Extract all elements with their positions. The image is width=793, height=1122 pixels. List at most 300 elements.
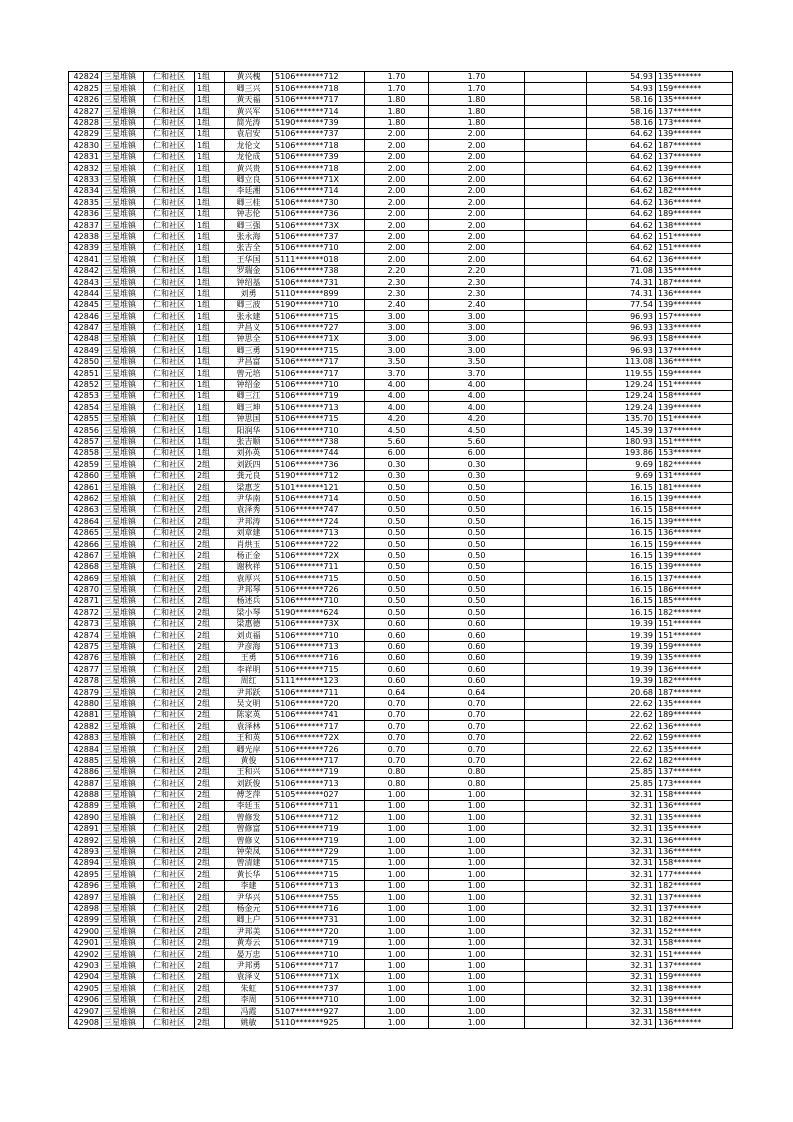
table-row (69, 128, 733, 139)
town-cell: 三星堆镇 (102, 550, 144, 561)
amount-cell: 32.31 (587, 960, 656, 971)
seq-cell: 42831 (69, 151, 102, 162)
table-row (69, 983, 733, 994)
community-cell: 仁和社区 (144, 516, 195, 527)
community-cell: 仁和社区 (144, 311, 195, 322)
id-cell: 5106*******744 (273, 447, 365, 458)
amount-cell: 64.62 (587, 197, 656, 208)
blank-cell (525, 630, 587, 641)
name-cell: 卿三兴 (225, 83, 273, 94)
community-cell: 仁和社区 (144, 482, 195, 493)
table-row (69, 789, 733, 800)
town-cell: 三星堆镇 (102, 971, 144, 982)
id-cell: 5106*******713 (273, 402, 365, 413)
seq-cell: 42897 (69, 892, 102, 903)
table-row (69, 618, 733, 629)
name-cell: 黄天福 (225, 94, 273, 105)
group-cell: 2组 (195, 914, 225, 925)
table-row (69, 914, 733, 925)
community-cell: 仁和社区 (144, 755, 195, 766)
blank-cell (525, 937, 587, 948)
area-a-cell: 0.50 (365, 561, 429, 572)
phone-cell: 136******* (656, 527, 733, 538)
community-cell: 仁和社区 (144, 185, 195, 196)
blank-cell (525, 539, 587, 550)
town-cell: 三星堆镇 (102, 117, 144, 128)
community-cell: 仁和社区 (144, 561, 195, 572)
amount-cell: 32.31 (587, 846, 656, 857)
blank-cell (525, 846, 587, 857)
area-b-cell: 1.00 (429, 892, 525, 903)
town-cell: 三星堆镇 (102, 288, 144, 299)
town-cell: 三星堆镇 (102, 390, 144, 401)
name-cell: 尹华南 (225, 493, 273, 504)
id-cell: 5106*******719 (273, 835, 365, 846)
town-cell: 三星堆镇 (102, 573, 144, 584)
community-cell: 仁和社区 (144, 436, 195, 447)
area-b-cell: 2.00 (429, 208, 525, 219)
blank-cell (525, 880, 587, 891)
area-a-cell: 1.00 (365, 914, 429, 925)
area-b-cell: 1.00 (429, 846, 525, 857)
amount-cell: 129.24 (587, 390, 656, 401)
table-row (69, 151, 733, 162)
area-a-cell: 4.20 (365, 413, 429, 424)
blank-cell (525, 595, 587, 606)
name-cell: 张永海 (225, 231, 273, 242)
id-cell: 5106*******71X (273, 174, 365, 185)
town-cell: 三星堆镇 (102, 425, 144, 436)
name-cell: 曾修义 (225, 835, 273, 846)
area-b-cell: 1.00 (429, 869, 525, 880)
town-cell: 三星堆镇 (102, 949, 144, 960)
area-b-cell: 2.20 (429, 265, 525, 276)
area-a-cell: 1.00 (365, 926, 429, 937)
amount-cell: 64.62 (587, 254, 656, 265)
blank-cell (525, 607, 587, 618)
town-cell: 三星堆镇 (102, 698, 144, 709)
table-row (69, 220, 733, 231)
phone-cell: 135******* (656, 72, 733, 83)
amount-cell: 22.62 (587, 698, 656, 709)
seq-cell: 42832 (69, 163, 102, 174)
community-cell: 仁和社区 (144, 345, 195, 356)
seq-cell: 42826 (69, 94, 102, 105)
name-cell: 卿三坤 (225, 402, 273, 413)
seq-cell: 42896 (69, 880, 102, 891)
name-cell: 袁启安 (225, 128, 273, 139)
area-a-cell: 0.50 (365, 482, 429, 493)
area-b-cell: 2.00 (429, 140, 525, 151)
phone-cell: 136******* (656, 356, 733, 367)
seq-cell: 42828 (69, 117, 102, 128)
community-cell: 仁和社区 (144, 413, 195, 424)
amount-cell: 64.62 (587, 174, 656, 185)
amount-cell: 71.08 (587, 265, 656, 276)
name-cell: 吴文明 (225, 698, 273, 709)
area-a-cell: 1.00 (365, 1017, 429, 1028)
town-cell: 三星堆镇 (102, 151, 144, 162)
id-cell: 5106*******713 (273, 778, 365, 789)
seq-cell: 42843 (69, 277, 102, 288)
group-cell: 1组 (195, 402, 225, 413)
blank-cell (525, 584, 587, 595)
id-cell: 5106*******726 (273, 744, 365, 755)
area-a-cell: 2.00 (365, 174, 429, 185)
blank-cell (525, 368, 587, 379)
name-cell: 李周 (225, 994, 273, 1005)
phone-cell: 189******* (656, 208, 733, 219)
amount-cell: 9.69 (587, 459, 656, 470)
town-cell: 三星堆镇 (102, 72, 144, 83)
seq-cell: 42851 (69, 368, 102, 379)
community-cell: 仁和社区 (144, 470, 195, 481)
id-cell: 5190*******624 (273, 607, 365, 618)
area-b-cell: 0.64 (429, 687, 525, 698)
blank-cell (525, 732, 587, 743)
name-cell: 黄兴军 (225, 106, 273, 117)
community-cell: 仁和社区 (144, 1006, 195, 1017)
area-b-cell: 1.00 (429, 880, 525, 891)
community-cell: 仁和社区 (144, 687, 195, 698)
area-a-cell: 1.00 (365, 983, 429, 994)
area-b-cell: 1.00 (429, 960, 525, 971)
group-cell: 1组 (195, 356, 225, 367)
community-cell: 仁和社区 (144, 926, 195, 937)
phone-cell: 139******* (656, 550, 733, 561)
table-row (69, 732, 733, 743)
table-row (69, 664, 733, 675)
area-b-cell: 0.60 (429, 664, 525, 675)
town-cell: 三星堆镇 (102, 128, 144, 139)
community-cell: 仁和社区 (144, 607, 195, 618)
name-cell: 龙伦成 (225, 151, 273, 162)
blank-cell (525, 675, 587, 686)
area-b-cell: 0.60 (429, 630, 525, 641)
blank-cell (525, 197, 587, 208)
community-cell: 仁和社区 (144, 584, 195, 595)
group-cell: 2组 (195, 595, 225, 606)
table-row (69, 242, 733, 253)
id-cell: 5190*******712 (273, 470, 365, 481)
town-cell: 三星堆镇 (102, 1017, 144, 1028)
seq-cell: 42871 (69, 595, 102, 606)
name-cell: 李建 (225, 880, 273, 891)
area-a-cell: 6.00 (365, 447, 429, 458)
phone-cell: 187******* (656, 140, 733, 151)
area-b-cell: 3.00 (429, 322, 525, 333)
group-cell: 1组 (195, 436, 225, 447)
group-cell: 2组 (195, 812, 225, 823)
name-cell: 袁厚兴 (225, 573, 273, 584)
name-cell: 张吉顺 (225, 436, 273, 447)
area-b-cell: 2.00 (429, 231, 525, 242)
id-cell: 5106*******715 (273, 413, 365, 424)
blank-cell (525, 447, 587, 458)
amount-cell: 22.62 (587, 709, 656, 720)
blank-cell (525, 561, 587, 572)
name-cell: 刘孙英 (225, 447, 273, 458)
community-cell: 仁和社区 (144, 277, 195, 288)
group-cell: 2组 (195, 903, 225, 914)
name-cell: 曾清建 (225, 857, 273, 868)
phone-cell: 151******* (656, 242, 733, 253)
amount-cell: 74.31 (587, 277, 656, 288)
seq-cell: 42879 (69, 687, 102, 698)
seq-cell: 42884 (69, 744, 102, 755)
id-cell: 5106*******738 (273, 265, 365, 276)
amount-cell: 77.54 (587, 299, 656, 310)
group-cell: 2组 (195, 687, 225, 698)
area-b-cell: 0.60 (429, 652, 525, 663)
group-cell: 2组 (195, 1017, 225, 1028)
area-a-cell: 0.50 (365, 539, 429, 550)
town-cell: 三星堆镇 (102, 732, 144, 743)
id-cell: 5106*******726 (273, 584, 365, 595)
town-cell: 三星堆镇 (102, 652, 144, 663)
name-cell: 李廷湘 (225, 185, 273, 196)
community-cell: 仁和社区 (144, 721, 195, 732)
phone-cell: 158******* (656, 390, 733, 401)
name-cell: 钟绍基 (225, 277, 273, 288)
blank-cell (525, 664, 587, 675)
seq-cell: 42870 (69, 584, 102, 595)
amount-cell: 16.15 (587, 504, 656, 515)
community-cell: 仁和社区 (144, 151, 195, 162)
table-row (69, 436, 733, 447)
blank-cell (525, 83, 587, 94)
seq-cell: 42874 (69, 630, 102, 641)
blank-cell (525, 379, 587, 390)
area-a-cell: 1.00 (365, 994, 429, 1005)
table-row (69, 755, 733, 766)
blank-cell (525, 755, 587, 766)
community-cell: 仁和社区 (144, 664, 195, 675)
area-a-cell: 1.00 (365, 1006, 429, 1017)
group-cell: 2组 (195, 641, 225, 652)
area-a-cell: 2.00 (365, 128, 429, 139)
id-cell: 5106*******718 (273, 83, 365, 94)
community-cell: 仁和社区 (144, 778, 195, 789)
group-cell: 1组 (195, 425, 225, 436)
area-b-cell: 1.00 (429, 994, 525, 1005)
area-a-cell: 0.60 (365, 630, 429, 641)
table-row (69, 368, 733, 379)
name-cell: 李廷玉 (225, 801, 273, 812)
area-a-cell: 1.00 (365, 960, 429, 971)
area-a-cell: 4.00 (365, 402, 429, 413)
area-b-cell: 0.50 (429, 561, 525, 572)
area-a-cell: 3.70 (365, 368, 429, 379)
amount-cell: 16.15 (587, 573, 656, 584)
area-a-cell: 1.00 (365, 789, 429, 800)
phone-cell: 136******* (656, 846, 733, 857)
amount-cell: 9.69 (587, 470, 656, 481)
amount-cell: 16.15 (587, 607, 656, 618)
group-cell: 2组 (195, 504, 225, 515)
id-cell: 5106*******727 (273, 322, 365, 333)
group-cell: 2组 (195, 516, 225, 527)
town-cell: 三星堆镇 (102, 459, 144, 470)
name-cell: 王和英 (225, 732, 273, 743)
area-a-cell: 3.00 (365, 322, 429, 333)
name-cell: 刘章建 (225, 527, 273, 538)
seq-cell: 42824 (69, 72, 102, 83)
blank-cell (525, 892, 587, 903)
id-cell: 5106*******711 (273, 801, 365, 812)
group-cell: 1组 (195, 231, 225, 242)
name-cell: 钟志伦 (225, 208, 273, 219)
seq-cell: 42875 (69, 641, 102, 652)
name-cell: 冯霞 (225, 1006, 273, 1017)
phone-cell: 158******* (656, 937, 733, 948)
table-row (69, 846, 733, 857)
phone-cell: 159******* (656, 368, 733, 379)
amount-cell: 16.15 (587, 493, 656, 504)
community-cell: 仁和社区 (144, 242, 195, 253)
id-cell: 5106*******755 (273, 892, 365, 903)
name-cell: 阳润华 (225, 425, 273, 436)
area-b-cell: 2.40 (429, 299, 525, 310)
amount-cell: 193.86 (587, 447, 656, 458)
blank-cell (525, 470, 587, 481)
group-cell: 2组 (195, 949, 225, 960)
area-b-cell: 1.00 (429, 926, 525, 937)
blank-cell (525, 766, 587, 777)
phone-cell: 182******* (656, 880, 733, 891)
phone-cell: 139******* (656, 493, 733, 504)
community-cell: 仁和社区 (144, 698, 195, 709)
amount-cell: 22.62 (587, 732, 656, 743)
id-cell: 5106*******716 (273, 903, 365, 914)
name-cell: 卿三桂 (225, 197, 273, 208)
id-cell: 5106*******711 (273, 561, 365, 572)
group-cell: 1组 (195, 140, 225, 151)
area-a-cell: 1.00 (365, 949, 429, 960)
area-a-cell: 1.00 (365, 903, 429, 914)
group-cell: 2组 (195, 721, 225, 732)
phone-cell: 181******* (656, 482, 733, 493)
amount-cell: 16.15 (587, 539, 656, 550)
town-cell: 三星堆镇 (102, 402, 144, 413)
town-cell: 三星堆镇 (102, 892, 144, 903)
group-cell: 2组 (195, 983, 225, 994)
seq-cell: 42868 (69, 561, 102, 572)
seq-cell: 42864 (69, 516, 102, 527)
area-a-cell: 3.00 (365, 345, 429, 356)
area-b-cell: 1.80 (429, 106, 525, 117)
area-a-cell: 3.50 (365, 356, 429, 367)
amount-cell: 119.55 (587, 368, 656, 379)
name-cell: 曾元培 (225, 368, 273, 379)
community-cell: 仁和社区 (144, 812, 195, 823)
table-row (69, 652, 733, 663)
data-table (68, 71, 733, 1029)
town-cell: 三星堆镇 (102, 880, 144, 891)
name-cell: 刘跃四 (225, 459, 273, 470)
seq-cell: 42873 (69, 618, 102, 629)
community-cell: 仁和社区 (144, 504, 195, 515)
amount-cell: 32.31 (587, 994, 656, 1005)
amount-cell: 32.31 (587, 801, 656, 812)
area-a-cell: 1.70 (365, 83, 429, 94)
id-cell: 5106*******715 (273, 573, 365, 584)
blank-cell (525, 72, 587, 83)
amount-cell: 16.15 (587, 527, 656, 538)
id-cell: 5106*******710 (273, 595, 365, 606)
town-cell: 三星堆镇 (102, 607, 144, 618)
town-cell: 三星堆镇 (102, 345, 144, 356)
group-cell: 2组 (195, 630, 225, 641)
table-row (69, 516, 733, 527)
town-cell: 三星堆镇 (102, 277, 144, 288)
group-cell: 2组 (195, 1006, 225, 1017)
amount-cell: 58.16 (587, 94, 656, 105)
seq-cell: 42869 (69, 573, 102, 584)
blank-cell (525, 174, 587, 185)
seq-cell: 42856 (69, 425, 102, 436)
id-cell: 5106*******719 (273, 390, 365, 401)
table-row (69, 72, 733, 83)
id-cell: 5106*******72X (273, 732, 365, 743)
id-cell: 5106*******711 (273, 687, 365, 698)
phone-cell: 187******* (656, 687, 733, 698)
name-cell: 梁惠芝 (225, 482, 273, 493)
area-b-cell: 2.00 (429, 185, 525, 196)
phone-cell: 137******* (656, 960, 733, 971)
table-row (69, 425, 733, 436)
amount-cell: 32.31 (587, 914, 656, 925)
blank-cell (525, 1017, 587, 1028)
name-cell: 周红 (225, 675, 273, 686)
area-b-cell: 0.70 (429, 732, 525, 743)
town-cell: 三星堆镇 (102, 368, 144, 379)
seq-cell: 42858 (69, 447, 102, 458)
phone-cell: 151******* (656, 949, 733, 960)
seq-cell: 42906 (69, 994, 102, 1005)
community-cell: 仁和社区 (144, 630, 195, 641)
table-row (69, 835, 733, 846)
name-cell: 姚敏 (225, 1017, 273, 1028)
id-cell: 5106*******722 (273, 539, 365, 550)
phone-cell: 131******* (656, 470, 733, 481)
community-cell: 仁和社区 (144, 128, 195, 139)
area-a-cell: 2.30 (365, 277, 429, 288)
phone-cell: 136******* (656, 721, 733, 732)
seq-cell: 42878 (69, 675, 102, 686)
blank-cell (525, 254, 587, 265)
town-cell: 三星堆镇 (102, 539, 144, 550)
area-b-cell: 0.50 (429, 595, 525, 606)
name-cell: 黄兴贵 (225, 163, 273, 174)
seq-cell: 42862 (69, 493, 102, 504)
seq-cell: 42898 (69, 903, 102, 914)
town-cell: 三星堆镇 (102, 709, 144, 720)
name-cell: 尹华兴 (225, 892, 273, 903)
blank-cell (525, 482, 587, 493)
name-cell: 尹邦琴 (225, 584, 273, 595)
blank-cell (525, 117, 587, 128)
id-cell: 5106*******724 (273, 516, 365, 527)
group-cell: 1组 (195, 322, 225, 333)
table-row (69, 709, 733, 720)
seq-cell: 42857 (69, 436, 102, 447)
area-a-cell: 0.70 (365, 709, 429, 720)
town-cell: 三星堆镇 (102, 960, 144, 971)
community-cell: 仁和社区 (144, 550, 195, 561)
blank-cell (525, 128, 587, 139)
area-b-cell: 1.80 (429, 94, 525, 105)
